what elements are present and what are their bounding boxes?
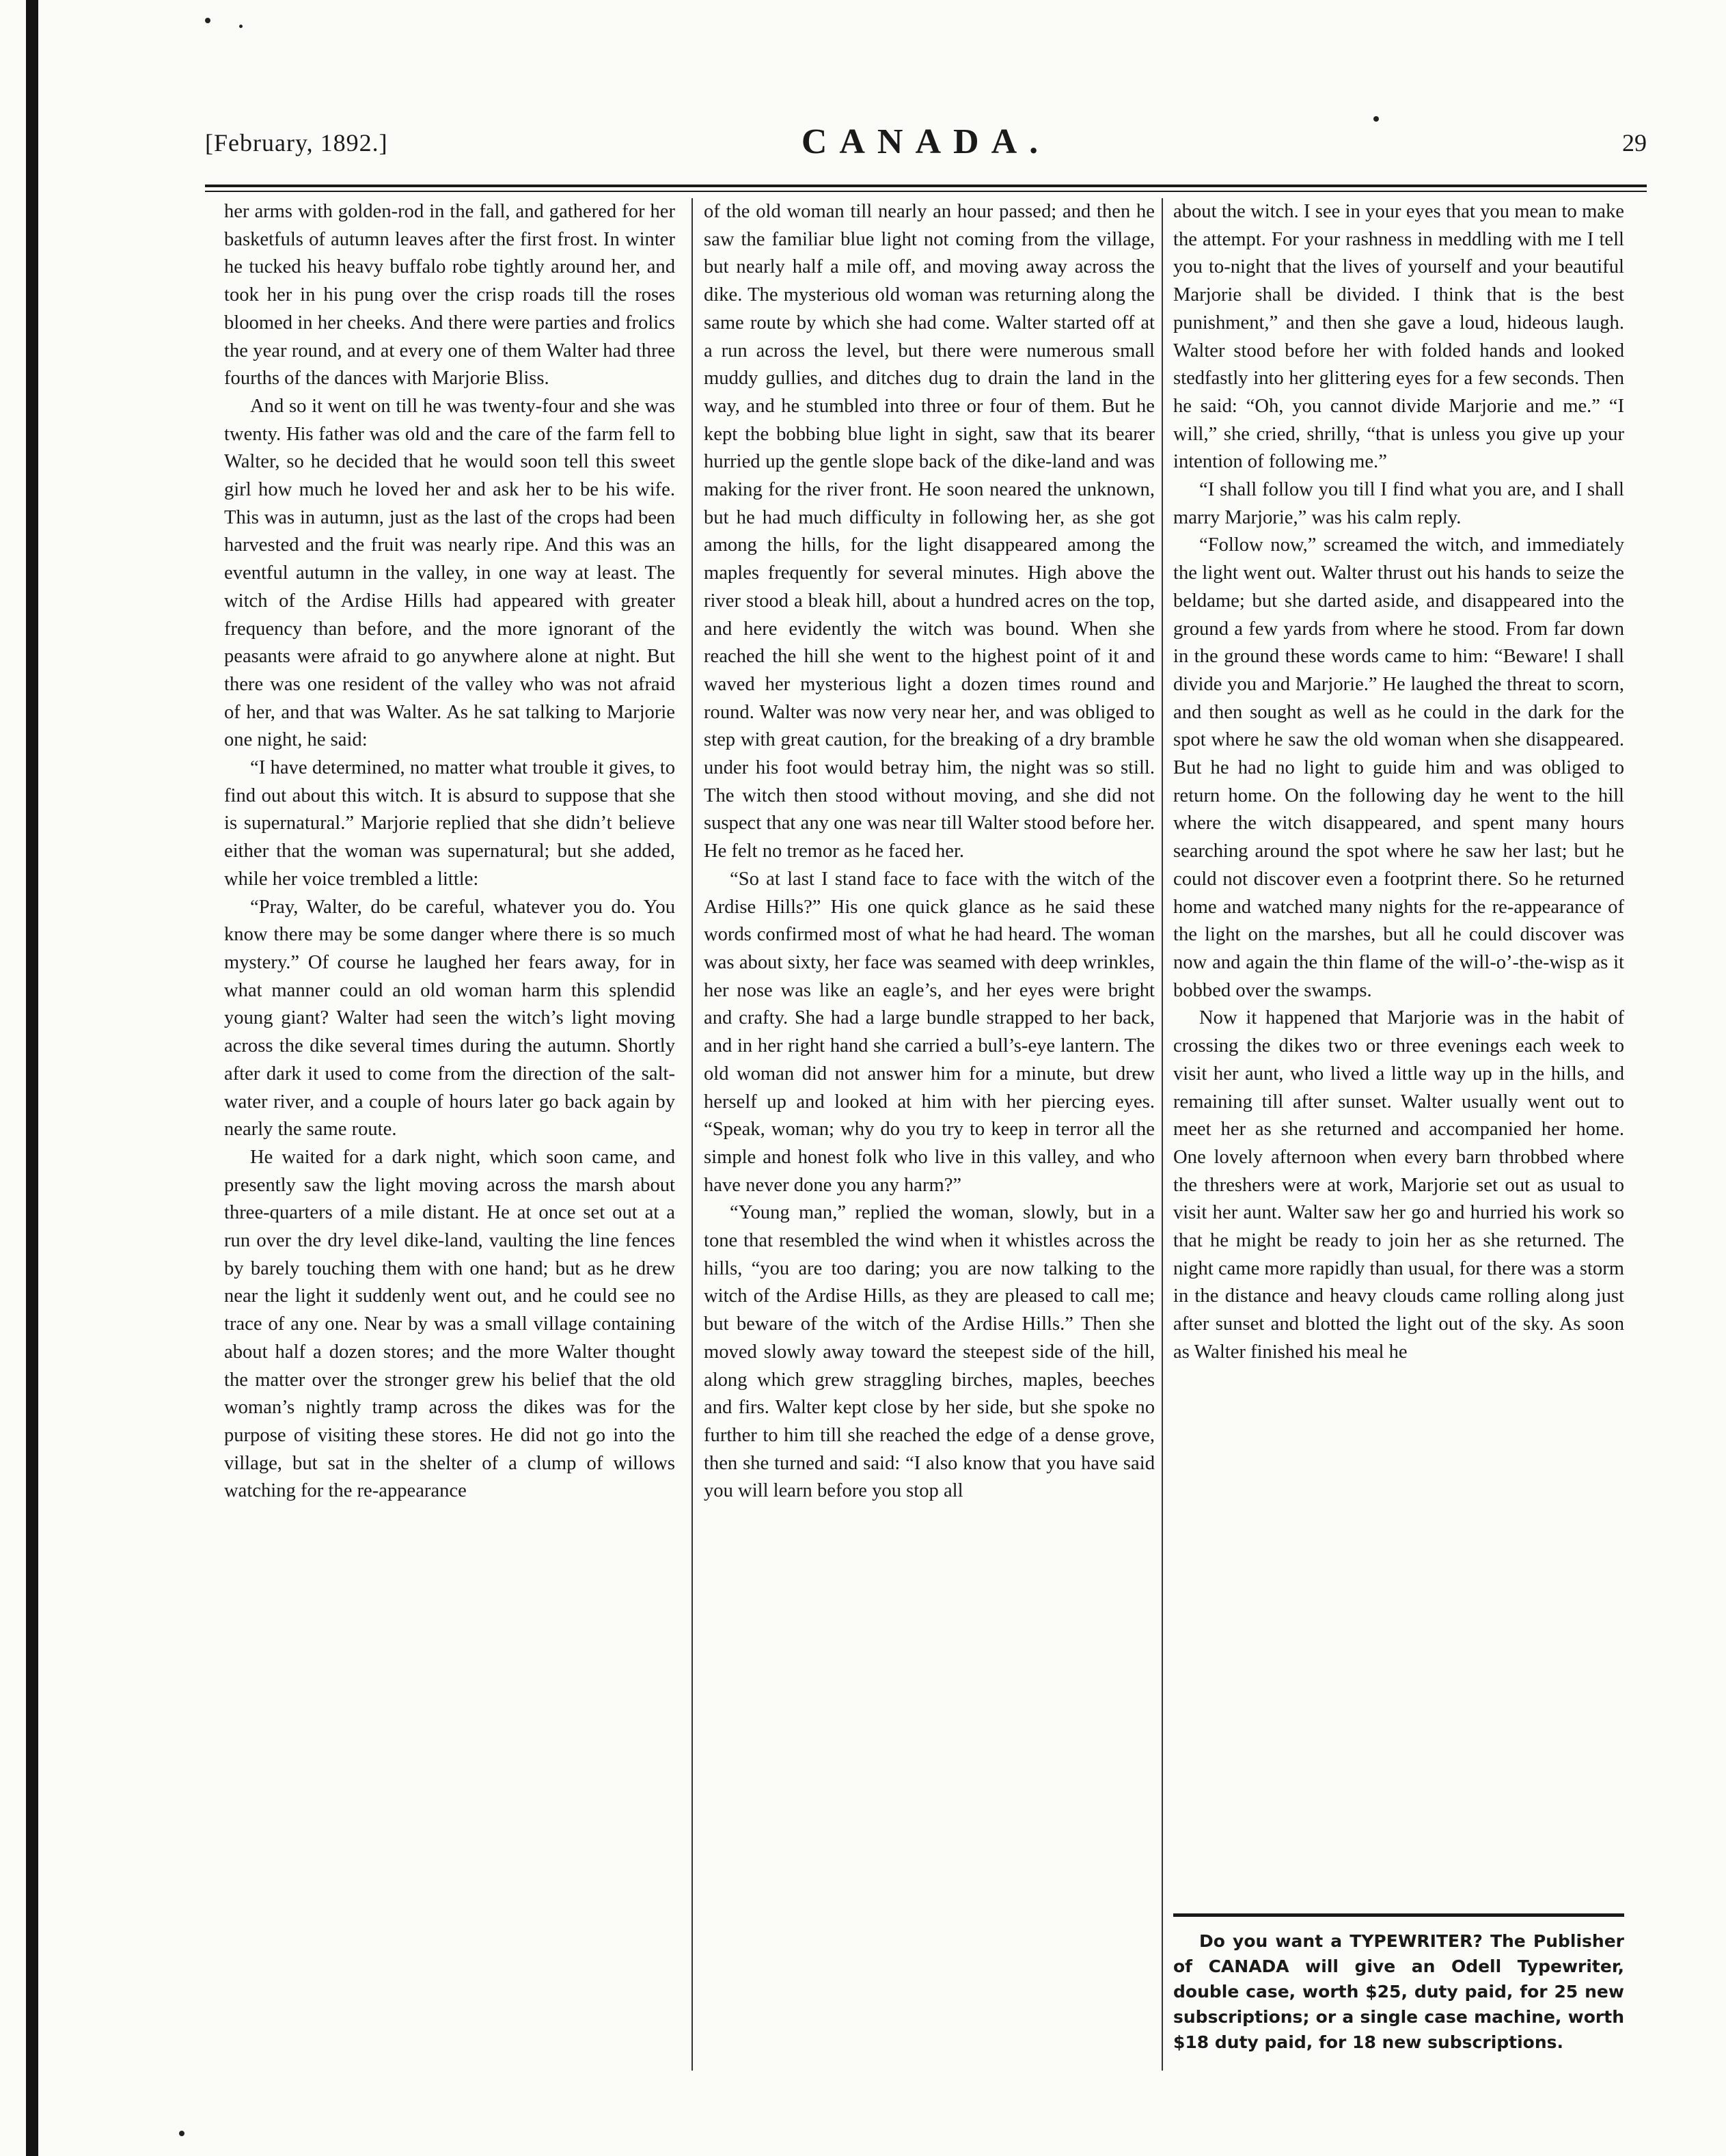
paragraph: “Follow now,” screamed the witch, and immediately the light went out. Walter thrust out his hands to seize the beldame; but she darted aside, and disappeared into the ground a few yards from where he stood. From far down in the ground these words came to him: “Beware! I shall divide you and Marjorie.” He laughed the threat to scorn, and then sought as well as he could in the dark for the spot where he saw the old woman when she disappeared. But he had no light to guide him and was obliged to return home. On the following day he went to the hill where the witch disappeared, and spent many hours searching around the spot where he saw her last; but he could not discover even a footprint there. So he returned home and watched many nights for the re-appearance of the light on the marshes, but all he could discover was now and again the thin flame of the will-o’-the-wisp as it bobbed over the swamps.	[1173, 534, 1624, 1001]
print-speck	[239, 25, 243, 28]
paragraph: her arms with golden-rod in the fall, and gathered for her basketfuls of autumn leaves after the first frost. In winter he tucked his heavy buffalo robe tightly around her, and took her in his pung over the crisp roads till the roses bloomed in her cheeks. And there were parties and frolics the year round, and at every one of them Walter had three fourths of the dances with Marjorie Bliss.	[224, 201, 675, 390]
text-column-1	[224, 198, 675, 2071]
paragraph: “So at last I stand face to face with the witch of the Ardise Hills?” His one quick glance as he said these words confirmed most of what he had heard. The woman was about sixty, her face was seamed with deep wrinkles, her nose was like an eagle’s, and her eyes were bright and crafty. She had a large bundle strapped to her back, and in her right hand she carried a bull’s-eye lantern. The old woman did not answer him for a minute, but drew herself up and looked at him with her piercing eyes. “Speak, woman; why do you try to keep in terror all the simple and honest folk who live in this valley, and who have never done you any harm?”	[704, 868, 1155, 1196]
paragraph: “I shall follow you till I find what you are, and I shall marry Marjorie,” was his calm reply.	[1173, 479, 1624, 528]
masthead-title: CANADA.	[801, 122, 1051, 161]
paragraph: “I have determined, no matter what trouble it gives, to find out about this witch. It is absurd to suppose that she is supernatural.” Marjorie replied that she didn’t believe either that the woman was supernatural; but she added, while her voice trembled a little:	[224, 757, 675, 890]
advertisement-rule	[1173, 1913, 1624, 1917]
print-speck	[179, 2131, 184, 2136]
page-number: 29	[1622, 129, 1647, 156]
paragraph: “Pray, Walter, do be careful, whatever you do. You know there may be some danger where there is so much mystery.” Of course he laughed her fears away, for in what manner could an old woman harm this splendid young giant? Walter had seen the witch’s light moving across the dike several times during the autumn. Shortly after dark it used to come from the direction of the salt-water river, and a couple of hours later go back again by nearly the same route.	[224, 896, 675, 1141]
paragraph: And so it went on till he was twenty-four and she was twenty. His father was old and the care of the farm fell to Walter, so he decided that he would soon tell this sweet girl how much he loved her and ask her to be his wife. This was in autumn, just as the last of the crops had been harvested and the fruit was nearly ripe. And this was an eventful autumn in the valley, in one way at least. The witch of the Ardise Hills had appeared with greater frequency than before, and the more ignorant of the peasants were afraid to go anywhere alone at night. But there was one resident of the valley who was not afraid of her, and that was Walter. As he sat talking to Marjorie one night, he said:	[224, 395, 675, 751]
column-divider	[1162, 198, 1163, 2071]
text-column-3	[1173, 198, 1624, 1893]
typewriter-advertisement	[1173, 1928, 1624, 2058]
issue-date: [February, 1892.]	[205, 129, 388, 156]
binding-edge	[26, 0, 38, 2156]
paragraph: He waited for a dark night, which soon came, and presently saw the light moving across the marsh about three-quarters of a mile distant. He at once set out at a run over the dry level dike-land, vaulting the line fences by barely touching them with one hand; but as he drew near the light it suddenly went out, and he could see no trace of any one. Near by was a small village containing about half a dozen stores; and the more Walter thought the matter over the stronger grew his belief that the old woman’s nightly tramp across the dikes was for the purpose of visiting these stores. He did not go into the village, but sat in the shelter of a clump of willows watching for the re-appearance	[224, 1146, 675, 1502]
column-divider	[691, 198, 693, 2071]
paragraph: about the witch. I see in your eyes that you mean to make the attempt. For your rashness in meddling with me I tell you to-night that the lives of yourself and your beautiful Marjorie shall be divided. I think that is the best punishment,” and then she gave a loud, hideous laugh. Walter stood before her with folded hands and looked stedfastly into her glittering eyes for a few seconds. Then he said: “Oh, you cannot divide Marjorie and me.” “I will,” she cried, shrilly, “that is unless you give up your intention of following me.”	[1173, 201, 1624, 473]
print-speck	[205, 18, 210, 23]
paragraph: of the old woman till nearly an hour passed; and then he saw the familiar blue light not coming from the village, but nearly half a mile off, and moving away across the dike. The mysterious old woman was returning along the same route by which she had come. Walter started off at a run across the level, but there were numerous small muddy gullies, and ditches dug to drain the land in the way, and he stumbled into three or four of them. But he kept the bobbing blue light in sight, saw that its bearer hurried up the gentle slope back of the dike-land and was making for the river front. He soon neared the unknown, but he had much difficulty in following her, as she got among the hills, for the light disappeared among the maples frequently for several minutes. High above the river stood a bleak hill, about a hundred acres on the top, and here evidently the witch was bound. When she reached the hill she went to the highest point of it and waved her mysterious light a dozen times round and round. Walter was now very near her, and was obliged to step with great caution, for the breaking of a dry bramble under his foot would betray him, the night was so still. The witch then stood without moving, and she did not suspect that any one was near till Walter stood before her. He felt no tremor as he faced her.	[704, 201, 1155, 862]
text-column-2	[704, 198, 1155, 2071]
paragraph: “Young man,” replied the woman, slowly, but in a tone that resembled the wind when it whistles across the hills, “you are too daring; you are now talking to the witch of the Ardise Hills, as they are pleased to call me; but beware of the witch of the Ardise Hills.” Then she moved slowly away toward the steepest side of the hill, along which grew straggling birches, maples, beeches and firs. Walter kept close by her side, but she spoke no further to him till she reached the edge of a dense grove, then she turned and said: “I also know that you have said you will learn before you stop all	[704, 1202, 1155, 1502]
header-rule-thin	[205, 191, 1647, 192]
header-rule	[205, 185, 1647, 187]
print-speck	[1373, 116, 1379, 122]
advertisement-text: Do you want a TYPEWRITER? The Publisher of CANADA will give an Odell Typewriter, double case, worth $25, duty paid, for 25 new subscriptions; or a single case machine, worth $18 duty paid, for 18 new subscriptions.	[1173, 1931, 1624, 2052]
page-header	[205, 122, 1647, 176]
paragraph: Now it happened that Marjorie was in the habit of crossing the dikes two or three evenings each week to visit her aunt, who lived a little way up in the hills, and remaining till after sunset. Walter usually went out to meet her as she returned and accompanied her home. One lovely afternoon when every barn throbbed where the threshers were at work, Marjorie set out as usual to visit her aunt. Walter saw her go and hurried his work so that he might be ready to join her as she returned. The night came more rapidly than usual, for there was a storm in the distance and heavy clouds came rolling along just after sunset and blotted the light out of the sky. As soon as Walter finished his meal he	[1173, 1007, 1624, 1363]
